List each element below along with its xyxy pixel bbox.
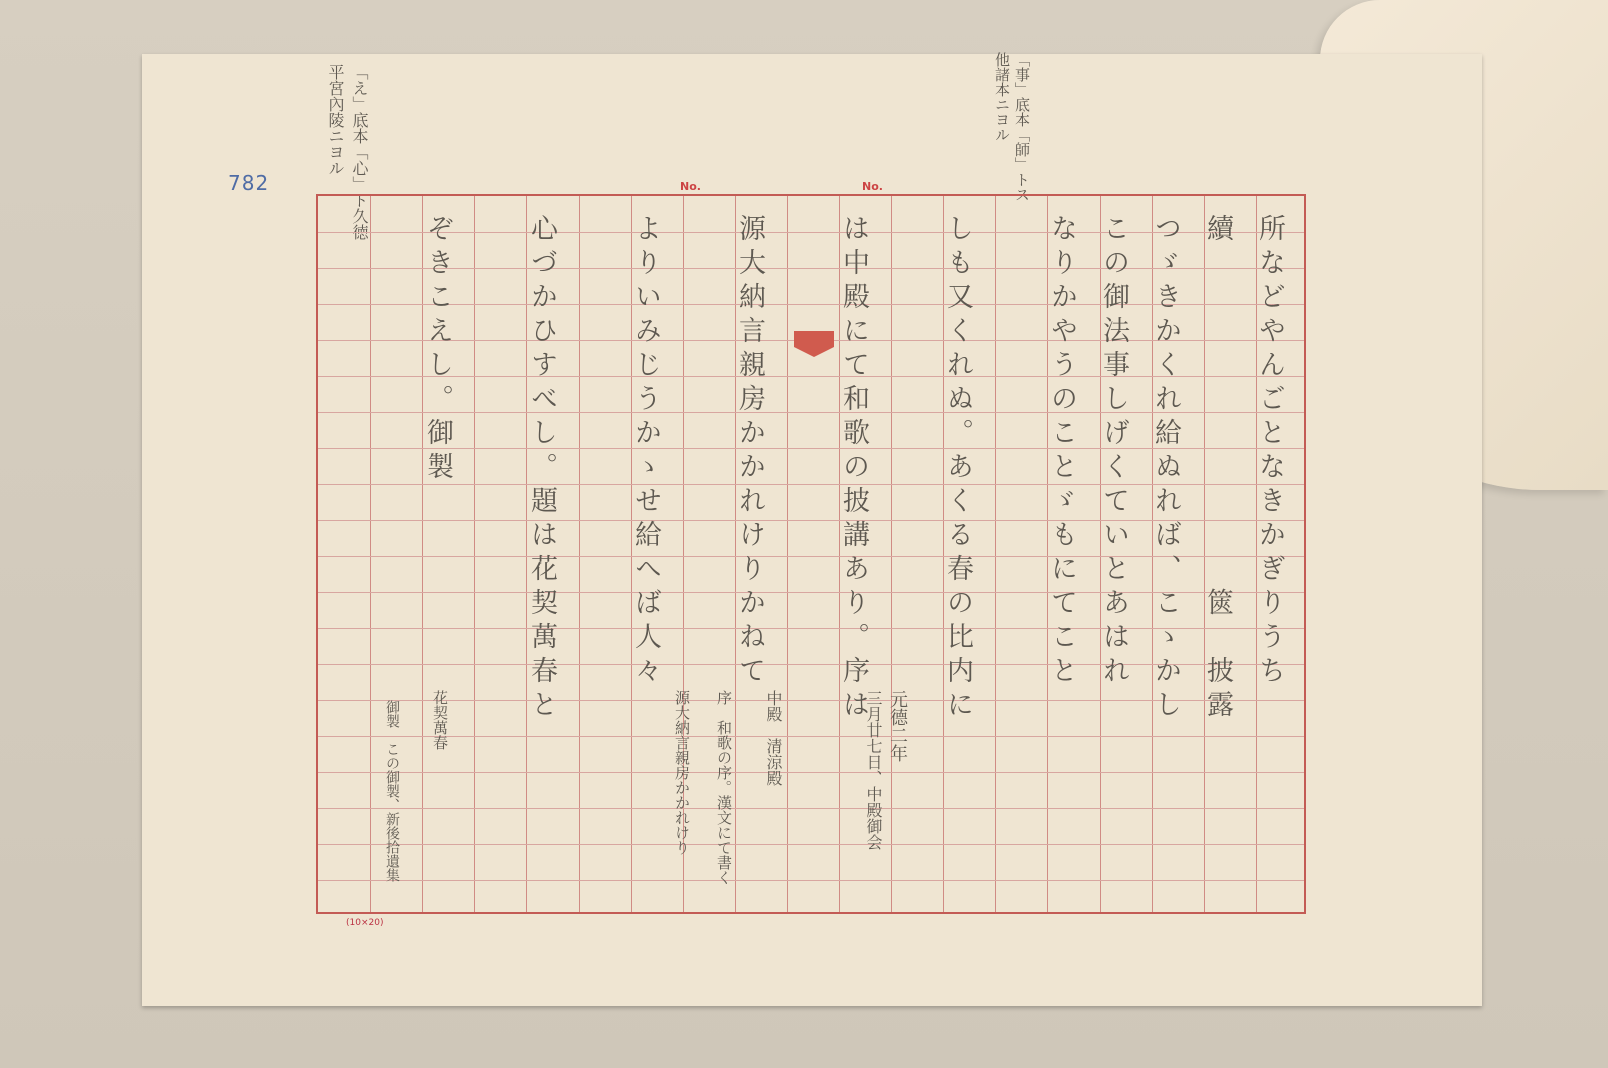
column-1: 所などやんごとなきかぎりうち (1254, 214, 1285, 690)
side-note-1: 元德二年 (887, 690, 908, 762)
side-note-6: 花契萬春 (431, 690, 449, 750)
column-6: しも又くれぬ。あくる春の比内に (942, 214, 973, 724)
grid-size-label: (10×20) (346, 918, 384, 928)
grid-row-line (318, 844, 1304, 845)
page-number: 782 (228, 171, 270, 195)
top-note-1: 「え」底本「心」ト久徳 (350, 64, 369, 240)
grid-row-line (318, 772, 1304, 773)
side-note-5: 源大納言親房かかれけり (673, 690, 691, 855)
column-8: 源大納言親房かかれけりかねて (734, 214, 765, 690)
column-3: つゞきかくれ給ぬれば、こゝかし (1150, 214, 1181, 724)
top-note-4: 他諸本ニヨル (993, 52, 1011, 142)
side-note-2: 三月廿七日、中殿御会 (864, 690, 883, 850)
column-5: なりかやうのことゞもにてこと (1046, 214, 1077, 690)
column-9: よりいみじうかゝせ給へば人々 (630, 214, 661, 690)
column-7: は中殿にて和歌の披講あり。序は (838, 214, 869, 724)
center-mark (794, 331, 834, 357)
column-4: この御法事しげくていとあはれ (1098, 214, 1129, 690)
column-10: 心づかひすべし。題は花契萬春と (526, 214, 557, 724)
grid-row-line (318, 736, 1304, 737)
grid-label-left: No. (680, 180, 701, 193)
grid-label-right: No. (862, 180, 883, 193)
side-note-7: 御製 この御製、新後拾遺集 (384, 700, 400, 882)
grid-row-line (318, 880, 1304, 881)
side-note-4: 序 和歌の序。漢文にて書く (715, 690, 733, 885)
column-2: 續 篋 披露 (1202, 214, 1233, 724)
side-note-3: 中殿 清涼殿 (764, 690, 783, 786)
grid-row-line (318, 808, 1304, 809)
column-11: ぞきこえし。御製 (422, 214, 453, 486)
top-note-3: 「事」底本「師」トス (1013, 52, 1031, 202)
top-note-2: 平宮內陵ニヨル (326, 64, 345, 176)
